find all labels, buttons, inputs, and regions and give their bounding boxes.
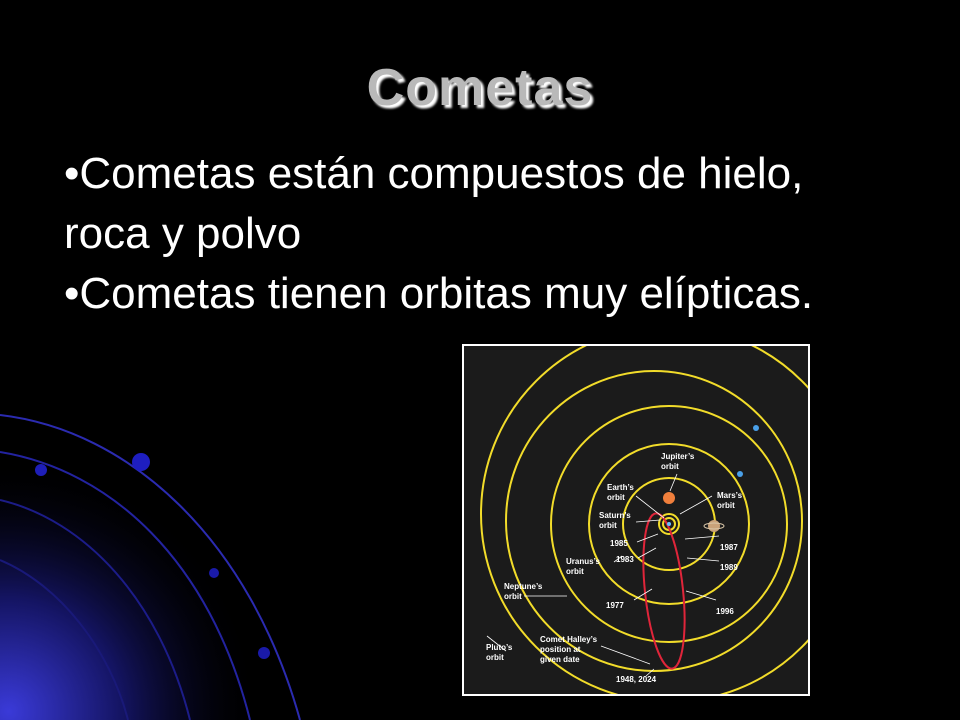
label-1985: 1985 — [610, 539, 628, 548]
decor-dot — [209, 568, 219, 578]
bullet-list — [64, 144, 854, 324]
label-1948-2024: 1948, 2024 — [616, 675, 657, 684]
inner-planet — [667, 522, 671, 526]
neptune-body — [753, 425, 759, 431]
label-1987: 1987 — [720, 543, 738, 552]
sun — [663, 492, 675, 504]
pluto-orbit — [481, 346, 808, 694]
bullet-composition: •Cometas están compuestos de hielo, roca y polvo — [64, 149, 804, 258]
label-jupiter-orbit: Jupiter’s orbit — [661, 452, 695, 471]
label-mars-orbit: Mars’s orbit — [717, 491, 743, 510]
decor-dot — [258, 647, 270, 659]
label-1989: 1989 — [720, 563, 738, 572]
label-earth-orbit: Earth’s orbit — [607, 483, 634, 502]
decor-dot — [35, 464, 47, 476]
label-uranus-orbit: Uranus’s orbit — [566, 557, 600, 576]
label-pluto-orbit: Pluto’s orbit — [486, 643, 513, 662]
leader-lines — [487, 474, 719, 676]
label-neptune-orbit: Neptune’s orbit — [504, 582, 543, 601]
slide-title: Cometas — [366, 59, 594, 117]
comet-halley-orbit — [637, 511, 691, 670]
jupiter-body — [708, 520, 720, 532]
label-comet-halley: Comet Halley’s position at given date — [540, 635, 598, 664]
label-1983: 1983 — [616, 555, 634, 564]
label-1996: 1996 — [716, 607, 734, 616]
label-saturn-orbit: Saturn’s orbit — [599, 511, 631, 530]
background-glow — [0, 300, 420, 720]
label-1977: 1977 — [606, 601, 624, 610]
uranus-body — [737, 471, 743, 477]
bullet-orbits: •Cometas tienen orbitas muy elípticas. — [64, 269, 814, 318]
halley-orbit-diagram — [462, 344, 810, 696]
decor-dot — [132, 453, 150, 471]
